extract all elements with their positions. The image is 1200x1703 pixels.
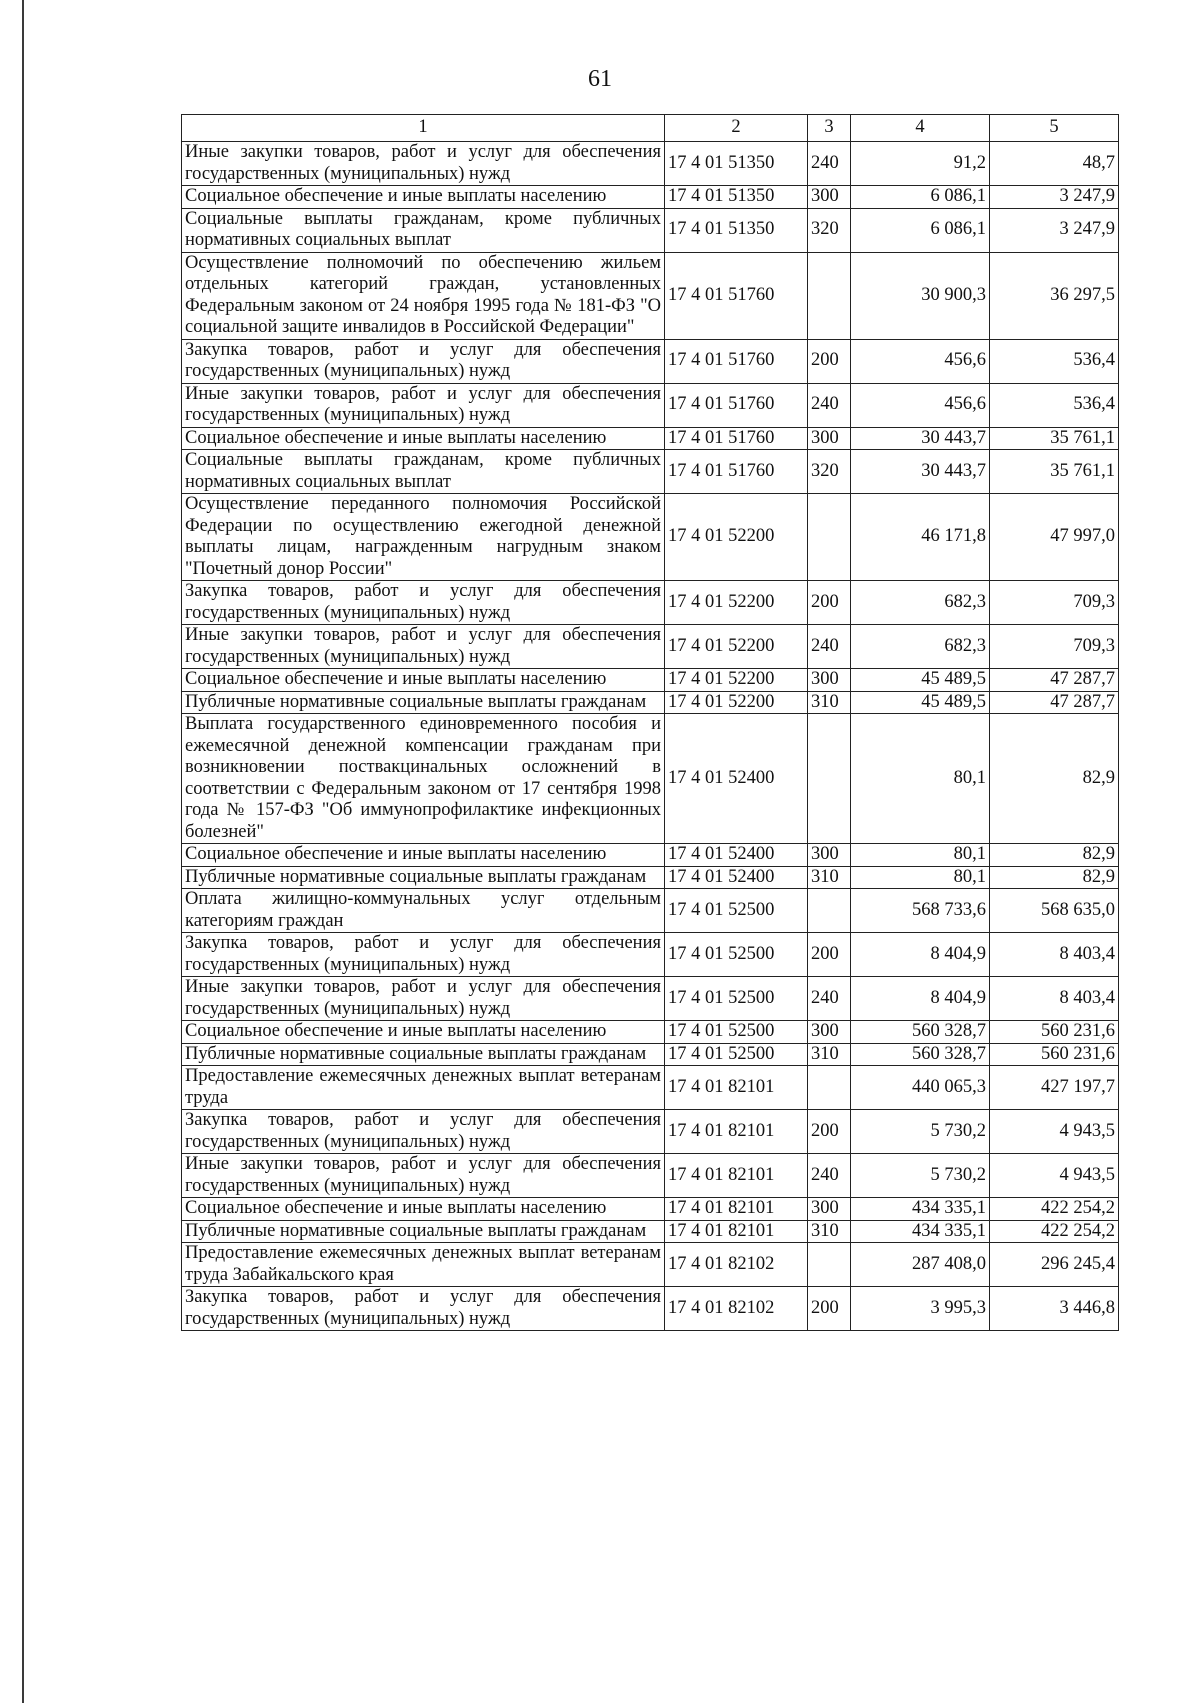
cell-name: Выплата государственного единовременного пособия и ежемесячной денежной компенсации гражданам при возникновении поствакцинальных осложнений в соответствии с Федеральным законом от 17 сентября 1998 года № 157-ФЗ "Об иммунопрофилактике инфекционных болезней" (182, 714, 665, 844)
cell-target-code: 17 4 01 52200 (665, 581, 808, 625)
table-row (182, 625, 1119, 669)
table-row (182, 889, 1119, 933)
cell-name: Закупка товаров, работ и услуг для обеспечения государственных (муниципальных) нужд (182, 1110, 665, 1154)
cell-target-code: 17 4 01 51350 (665, 186, 808, 209)
cell-expense-type: 200 (808, 1287, 851, 1331)
cell-target-code: 17 4 01 52500 (665, 889, 808, 933)
cell-target-code: 17 4 01 52400 (665, 714, 808, 844)
cell-amount-year-2: 422 254,2 (990, 1198, 1119, 1221)
cell-amount-year-2: 8 403,4 (990, 933, 1119, 977)
cell-target-code: 17 4 01 82101 (665, 1154, 808, 1198)
cell-amount-year-1: 8 404,9 (851, 933, 990, 977)
cell-amount-year-2: 48,7 (990, 142, 1119, 186)
cell-target-code: 17 4 01 82101 (665, 1198, 808, 1221)
page-number: 61 (588, 66, 612, 92)
header-col-1: 1 (182, 115, 665, 142)
cell-amount-year-2: 560 231,6 (990, 1043, 1119, 1066)
cell-name: Социальное обеспечение и иные выплаты населению (182, 186, 665, 209)
cell-target-code: 17 4 01 52400 (665, 866, 808, 889)
cell-amount-year-2: 47 287,7 (990, 691, 1119, 714)
table-row (182, 1043, 1119, 1066)
cell-target-code: 17 4 01 51760 (665, 339, 808, 383)
cell-amount-year-2: 296 245,4 (990, 1243, 1119, 1287)
cell-target-code: 17 4 01 52500 (665, 1021, 808, 1044)
cell-name: Публичные нормативные социальные выплаты гражданам (182, 1043, 665, 1066)
header-col-5: 5 (990, 115, 1119, 142)
cell-amount-year-1: 568 733,6 (851, 889, 990, 933)
cell-amount-year-1: 80,1 (851, 714, 990, 844)
cell-amount-year-2: 82,9 (990, 844, 1119, 867)
cell-amount-year-1: 3 995,3 (851, 1287, 990, 1331)
cell-name: Закупка товаров, работ и услуг для обеспечения государственных (муниципальных) нужд (182, 581, 665, 625)
cell-amount-year-1: 30 443,7 (851, 450, 990, 494)
table-row (182, 427, 1119, 450)
cell-amount-year-1: 456,6 (851, 383, 990, 427)
cell-target-code: 17 4 01 52200 (665, 625, 808, 669)
table-row (182, 142, 1119, 186)
cell-target-code: 17 4 01 51350 (665, 208, 808, 252)
cell-amount-year-1: 434 335,1 (851, 1198, 990, 1221)
cell-target-code: 17 4 01 82102 (665, 1243, 808, 1287)
cell-target-code: 17 4 01 82101 (665, 1066, 808, 1110)
cell-amount-year-2: 82,9 (990, 866, 1119, 889)
cell-name: Социальное обеспечение и иные выплаты населению (182, 669, 665, 692)
cell-expense-type: 200 (808, 339, 851, 383)
table-body (182, 142, 1119, 1331)
cell-amount-year-1: 30 900,3 (851, 252, 990, 339)
cell-amount-year-1: 434 335,1 (851, 1220, 990, 1243)
cell-amount-year-2: 427 197,7 (990, 1066, 1119, 1110)
cell-amount-year-1: 5 730,2 (851, 1154, 990, 1198)
cell-amount-year-2: 82,9 (990, 714, 1119, 844)
cell-amount-year-1: 8 404,9 (851, 977, 990, 1021)
cell-name: Социальное обеспечение и иные выплаты населению (182, 427, 665, 450)
cell-target-code: 17 4 01 52200 (665, 669, 808, 692)
cell-name: Публичные нормативные социальные выплаты гражданам (182, 1220, 665, 1243)
cell-name: Иные закупки товаров, работ и услуг для обеспечения государственных (муниципальных) нужд (182, 383, 665, 427)
cell-amount-year-1: 45 489,5 (851, 669, 990, 692)
cell-name: Публичные нормативные социальные выплаты гражданам (182, 866, 665, 889)
cell-amount-year-1: 5 730,2 (851, 1110, 990, 1154)
cell-expense-type: 200 (808, 581, 851, 625)
cell-name: Социальные выплаты гражданам, кроме публичных нормативных социальных выплат (182, 208, 665, 252)
table-row (182, 977, 1119, 1021)
cell-target-code: 17 4 01 52200 (665, 691, 808, 714)
cell-expense-type (808, 889, 851, 933)
cell-expense-type: 300 (808, 669, 851, 692)
cell-expense-type: 200 (808, 1110, 851, 1154)
cell-amount-year-2: 3 247,9 (990, 186, 1119, 209)
cell-expense-type: 310 (808, 1220, 851, 1243)
cell-amount-year-1: 80,1 (851, 866, 990, 889)
cell-amount-year-2: 560 231,6 (990, 1021, 1119, 1044)
table-row (182, 450, 1119, 494)
table-row (182, 1110, 1119, 1154)
cell-amount-year-1: 45 489,5 (851, 691, 990, 714)
header-row (182, 115, 1119, 142)
cell-expense-type: 300 (808, 186, 851, 209)
cell-expense-type: 200 (808, 933, 851, 977)
cell-name: Предоставление ежемесячных денежных выплат ветеранам труда Забайкальского края (182, 1243, 665, 1287)
cell-amount-year-2: 709,3 (990, 581, 1119, 625)
cell-amount-year-2: 3 446,8 (990, 1287, 1119, 1331)
table-row (182, 1220, 1119, 1243)
cell-name: Осуществление полномочий по обеспечению жильем отдельных категорий граждан, установленных Федеральным законом от 24 ноября 1995 года № 181-ФЗ "О социальной защите инвалидов в Российской Федерации" (182, 252, 665, 339)
cell-amount-year-1: 560 328,7 (851, 1043, 990, 1066)
cell-target-code: 17 4 01 52400 (665, 844, 808, 867)
cell-target-code: 17 4 01 51760 (665, 383, 808, 427)
cell-name: Иные закупки товаров, работ и услуг для обеспечения государственных (муниципальных) нужд (182, 977, 665, 1021)
cell-expense-type (808, 1066, 851, 1110)
cell-amount-year-1: 80,1 (851, 844, 990, 867)
cell-name: Предоставление ежемесячных денежных выплат ветеранам труда (182, 1066, 665, 1110)
cell-name: Закупка товаров, работ и услуг для обеспечения государственных (муниципальных) нужд (182, 1287, 665, 1331)
cell-expense-type: 240 (808, 383, 851, 427)
table-row (182, 691, 1119, 714)
cell-name: Публичные нормативные социальные выплаты гражданам (182, 691, 665, 714)
cell-expense-type (808, 252, 851, 339)
cell-expense-type: 310 (808, 691, 851, 714)
cell-amount-year-2: 536,4 (990, 339, 1119, 383)
cell-name: Оплата жилищно-коммунальных услуг отдельным категориям граждан (182, 889, 665, 933)
header-col-3: 3 (808, 115, 851, 142)
scan-edge (22, 0, 24, 1703)
cell-target-code: 17 4 01 82102 (665, 1287, 808, 1331)
cell-name: Социальное обеспечение и иные выплаты населению (182, 1021, 665, 1044)
cell-amount-year-2: 36 297,5 (990, 252, 1119, 339)
table-row (182, 1198, 1119, 1221)
cell-amount-year-1: 6 086,1 (851, 208, 990, 252)
cell-amount-year-2: 4 943,5 (990, 1154, 1119, 1198)
cell-expense-type (808, 1243, 851, 1287)
cell-expense-type (808, 714, 851, 844)
table-header (182, 115, 1119, 142)
cell-expense-type (808, 494, 851, 581)
cell-target-code: 17 4 01 51350 (665, 142, 808, 186)
table-row (182, 866, 1119, 889)
cell-expense-type: 240 (808, 142, 851, 186)
cell-name: Иные закупки товаров, работ и услуг для обеспечения государственных (муниципальных) нужд (182, 142, 665, 186)
cell-amount-year-2: 3 247,9 (990, 208, 1119, 252)
table-row (182, 1154, 1119, 1198)
cell-amount-year-2: 47 287,7 (990, 669, 1119, 692)
cell-amount-year-1: 560 328,7 (851, 1021, 990, 1044)
table-row (182, 494, 1119, 581)
cell-expense-type: 300 (808, 844, 851, 867)
cell-expense-type: 240 (808, 625, 851, 669)
table-row (182, 208, 1119, 252)
cell-amount-year-1: 440 065,3 (851, 1066, 990, 1110)
cell-amount-year-1: 287 408,0 (851, 1243, 990, 1287)
cell-expense-type: 320 (808, 208, 851, 252)
header-col-4: 4 (851, 115, 990, 142)
header-col-2: 2 (665, 115, 808, 142)
cell-amount-year-1: 30 443,7 (851, 427, 990, 450)
table-row (182, 933, 1119, 977)
cell-expense-type: 300 (808, 1198, 851, 1221)
table-row (182, 186, 1119, 209)
table-row (182, 1066, 1119, 1110)
cell-name: Социальное обеспечение и иные выплаты населению (182, 1198, 665, 1221)
cell-expense-type: 240 (808, 1154, 851, 1198)
table-row (182, 1021, 1119, 1044)
cell-amount-year-2: 4 943,5 (990, 1110, 1119, 1154)
cell-name: Закупка товаров, работ и услуг для обеспечения государственных (муниципальных) нужд (182, 933, 665, 977)
cell-amount-year-1: 682,3 (851, 625, 990, 669)
cell-name: Иные закупки товаров, работ и услуг для обеспечения государственных (муниципальных) нужд (182, 625, 665, 669)
cell-amount-year-2: 422 254,2 (990, 1220, 1119, 1243)
cell-target-code: 17 4 01 52500 (665, 977, 808, 1021)
cell-amount-year-2: 35 761,1 (990, 450, 1119, 494)
cell-name: Закупка товаров, работ и услуг для обеспечения государственных (муниципальных) нужд (182, 339, 665, 383)
cell-name: Иные закупки товаров, работ и услуг для обеспечения государственных (муниципальных) нужд (182, 1154, 665, 1198)
cell-amount-year-1: 91,2 (851, 142, 990, 186)
cell-name: Социальное обеспечение и иные выплаты населению (182, 844, 665, 867)
cell-target-code: 17 4 01 52500 (665, 933, 808, 977)
cell-amount-year-1: 46 171,8 (851, 494, 990, 581)
cell-amount-year-2: 8 403,4 (990, 977, 1119, 1021)
table-row (182, 714, 1119, 844)
table-row (182, 252, 1119, 339)
budget-table (181, 114, 1119, 1331)
cell-target-code: 17 4 01 82101 (665, 1110, 808, 1154)
cell-expense-type: 310 (808, 866, 851, 889)
cell-amount-year-2: 35 761,1 (990, 427, 1119, 450)
cell-expense-type: 310 (808, 1043, 851, 1066)
cell-expense-type: 300 (808, 427, 851, 450)
cell-name: Осуществление переданного полномочия Российской Федерации по осуществлению ежегодной денежной выплаты лицам, награжденным нагрудным знаком "Почетный донор России" (182, 494, 665, 581)
table-row (182, 1287, 1119, 1331)
cell-target-code: 17 4 01 52500 (665, 1043, 808, 1066)
table-row (182, 581, 1119, 625)
cell-amount-year-1: 456,6 (851, 339, 990, 383)
cell-target-code: 17 4 01 52200 (665, 494, 808, 581)
table-row (182, 383, 1119, 427)
cell-target-code: 17 4 01 51760 (665, 252, 808, 339)
cell-amount-year-2: 47 997,0 (990, 494, 1119, 581)
cell-name: Социальные выплаты гражданам, кроме публичных нормативных социальных выплат (182, 450, 665, 494)
cell-amount-year-2: 709,3 (990, 625, 1119, 669)
cell-amount-year-2: 536,4 (990, 383, 1119, 427)
cell-amount-year-1: 682,3 (851, 581, 990, 625)
table-row (182, 1243, 1119, 1287)
table-row (182, 339, 1119, 383)
table-row (182, 844, 1119, 867)
cell-target-code: 17 4 01 51760 (665, 427, 808, 450)
cell-expense-type: 240 (808, 977, 851, 1021)
cell-amount-year-2: 568 635,0 (990, 889, 1119, 933)
table-row (182, 669, 1119, 692)
cell-target-code: 17 4 01 82101 (665, 1220, 808, 1243)
cell-target-code: 17 4 01 51760 (665, 450, 808, 494)
cell-expense-type: 320 (808, 450, 851, 494)
cell-expense-type: 300 (808, 1021, 851, 1044)
cell-amount-year-1: 6 086,1 (851, 186, 990, 209)
